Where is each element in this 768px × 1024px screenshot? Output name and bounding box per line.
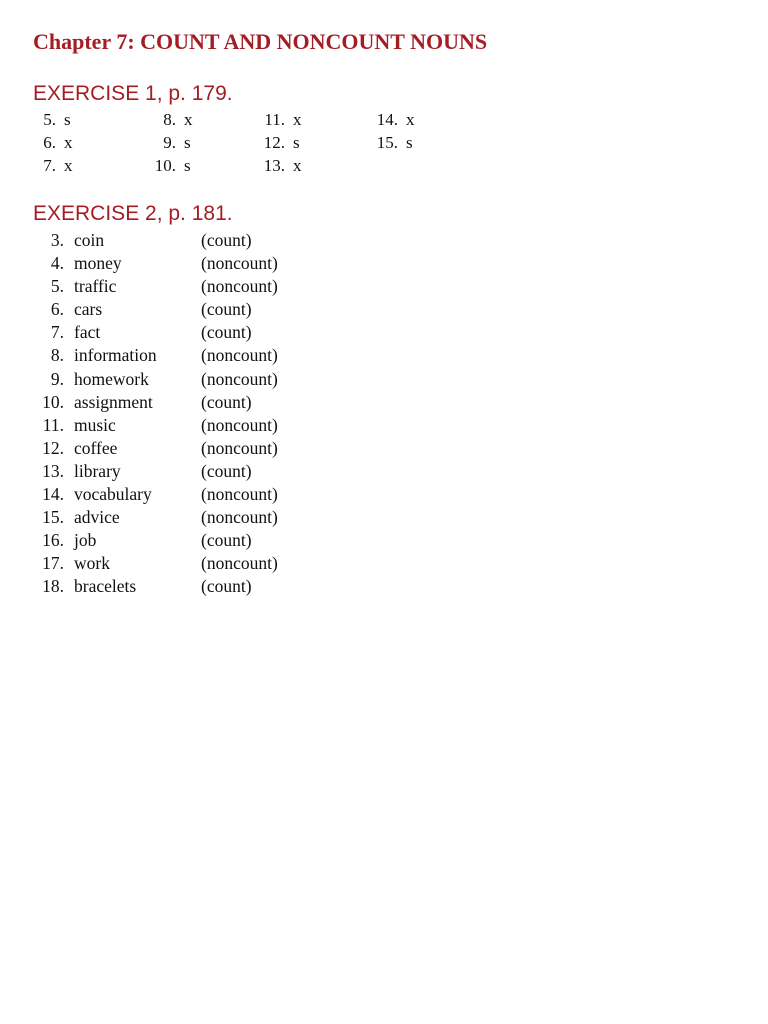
noun-type: (noncount) [201,507,278,528]
item-number: 12. [263,133,285,152]
answer-item [245,156,302,179]
item-number: 3. [50,230,64,250]
noun-word: job [74,530,97,551]
list-item [0,369,768,392]
noun-type: (noncount) [201,414,278,435]
item-number: 8. [50,345,64,366]
exercise-1-title: EXERCISE 1, p. 179. [33,82,233,105]
list-item [0,345,768,368]
answer-item [140,133,191,156]
item-number: 11. [42,414,64,435]
answer-item [358,133,413,156]
answer-item [32,133,73,156]
item-answer: s [184,156,191,175]
noun-word: fact [74,322,101,343]
item-answer: x [64,133,73,152]
noun-word: vocabulary [74,484,152,505]
noun-word: coin [74,230,105,250]
noun-type: (count) [201,576,252,597]
noun-word: library [74,460,121,481]
item-number: 13. [42,460,64,481]
noun-type: (noncount) [201,484,278,505]
item-number: 7. [43,156,56,175]
noun-word: cars [74,299,103,320]
noun-word: work [74,553,110,574]
item-number: 8. [163,110,176,129]
list-item [0,230,768,253]
noun-word: traffic [74,276,117,297]
item-answer: s [406,133,413,152]
noun-word: homework [74,368,149,389]
item-number: 13. [263,156,285,175]
item-number: 4. [50,253,64,274]
item-answer: x [64,156,73,175]
list-item [0,299,768,322]
list-item [0,484,768,507]
noun-word: assignment [74,391,153,412]
noun-type: (noncount) [201,368,278,389]
item-answer: x [293,110,302,129]
item-number: 9. [50,368,64,389]
exercise-2-answers [0,230,768,600]
item-number: 17. [42,553,64,574]
list-item [0,253,768,276]
noun-type: (noncount) [201,276,278,297]
list-item [0,276,768,299]
item-number: 7. [50,322,64,343]
item-answer: x [184,110,193,129]
answer-item [358,110,415,133]
answer-item [32,156,73,179]
item-number: 10. [154,156,176,175]
item-answer: s [64,110,71,129]
noun-word: coffee [74,437,118,458]
item-number: 16. [42,530,64,551]
list-item [0,576,768,599]
exercise-1-answers [0,110,768,180]
list-item [0,553,768,576]
chapter-title: Chapter 7: COUNT AND NONCOUNT NOUNS [33,29,488,54]
exercise-2-title: EXERCISE 2, p. 181. [33,202,233,225]
noun-type: (count) [201,391,252,412]
noun-word: information [74,345,157,366]
list-item [0,530,768,553]
item-number: 5. [43,110,56,129]
item-number: 11. [264,110,285,129]
noun-type: (noncount) [201,437,278,458]
item-answer: s [184,133,191,152]
item-answer: x [293,156,302,175]
noun-word: bracelets [74,576,137,597]
answer-item [245,133,300,156]
list-item [0,322,768,345]
noun-type: (count) [201,322,252,343]
item-number: 14. [42,484,64,505]
item-answer: x [406,110,415,129]
item-number: 9. [163,133,176,152]
noun-word: money [74,253,122,274]
item-number: 10. [42,391,64,412]
answer-item [140,110,193,133]
list-item [0,392,768,415]
noun-type: (noncount) [201,345,278,366]
noun-type: (noncount) [201,253,278,274]
item-number: 12. [42,437,64,458]
answer-item [245,110,302,133]
noun-type: (noncount) [201,553,278,574]
item-number: 15. [42,507,64,528]
item-number: 18. [42,576,64,597]
noun-word: music [74,414,116,435]
item-number: 5. [50,276,64,297]
noun-word: advice [74,507,120,528]
item-number: 6. [43,133,56,152]
noun-type: (count) [201,530,252,551]
noun-type: (count) [201,299,252,320]
list-item [0,415,768,438]
answer-item [32,110,71,133]
answer-item [140,156,191,179]
item-number: 6. [50,299,64,320]
item-number: 15. [376,133,398,152]
list-item [0,507,768,530]
list-item [0,438,768,461]
item-number: 14. [376,110,398,129]
noun-type: (count) [201,460,252,481]
noun-type: (count) [201,230,252,250]
list-item [0,461,768,484]
item-answer: s [293,133,300,152]
